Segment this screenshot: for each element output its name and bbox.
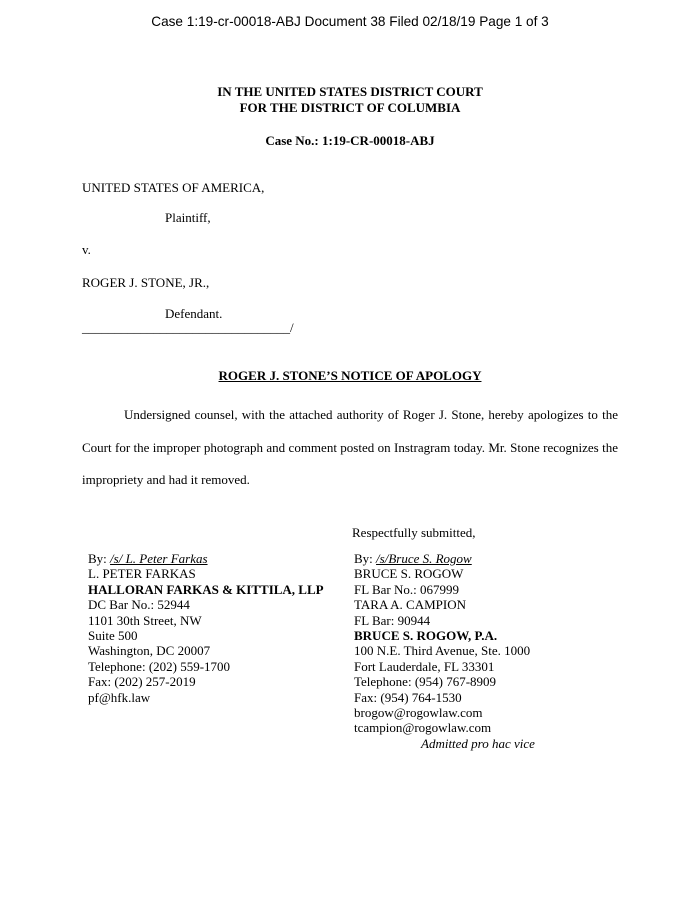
left-fax: Fax: (202) 257-2019 [88, 674, 196, 690]
left-by-line [88, 551, 324, 566]
court-name-line2: FOR THE DISTRICT OF COLUMBIA [239, 100, 461, 115]
right-address-street: 100 N.E. Third Avenue, Ste. 1000 [354, 643, 531, 659]
left-address-street: 1101 30th Street, NW [88, 612, 202, 628]
left-firm-name: HALLORAN FARKAS & KITTILA, LLP [88, 581, 324, 597]
left-telephone: Telephone: (202) 559-1700 [88, 658, 231, 674]
pro-hac-vice-note: Admitted pro hac vice [421, 735, 535, 751]
left-by-prefix: By: [88, 551, 111, 566]
defendant-role: Defendant. [165, 306, 223, 321]
right-fax: Fax: (954) 764-1530 [354, 689, 462, 705]
left-address-suite: Suite 500 [88, 628, 138, 644]
plaintiff-role: Plaintiff, [165, 210, 211, 225]
right-attorney-name: BRUCE S. ROGOW [354, 566, 464, 582]
body-text: Undersigned counsel, with the attached authority of Roger J. Stone, hereby apologizes to the Court for the improper photograph and comment posted on Instragram today. Mr. Stone recognizes the impropriety and had it removed. [82, 407, 618, 487]
case-number: Case No.: 1:19-CR-00018-ABJ [265, 133, 435, 148]
left-electronic-signature: /s/ L. Peter Farkas [110, 551, 208, 566]
right-address-city: Fort Lauderdale, FL 33301 [354, 658, 495, 674]
right-email-1: brogow@rogowlaw.com [354, 705, 483, 721]
versus: v. [82, 242, 91, 257]
right-second-attorney: TARA A. CAMPION [354, 597, 467, 613]
document-title: ROGER J. STONE’S NOTICE OF APOLOGY [218, 368, 482, 383]
closing: Respectfully submitted, [352, 525, 476, 540]
ecf-header-stamp: Case 1:19-cr-00018-ABJ Document 38 Filed 02/18/19 Page 1 of 3 [151, 14, 549, 29]
caption-rule: ________________________________/ [82, 320, 294, 335]
plaintiff-name: UNITED STATES OF AMERICA, [82, 180, 265, 195]
right-firm-name: BRUCE S. ROGOW, P.A. [354, 628, 498, 644]
right-signature-block [354, 551, 535, 751]
right-email-2: tcampion@rogowlaw.com [354, 720, 492, 736]
left-email: pf@hfk.law [88, 689, 151, 705]
left-bar-number: DC Bar No.: 52944 [88, 597, 190, 613]
defendant-name: ROGER J. STONE, JR., [82, 275, 210, 290]
court-name-line1: IN THE UNITED STATES DISTRICT COURT [217, 84, 483, 99]
right-by-prefix: By: [354, 551, 377, 566]
right-bar-number: FL Bar No.: 067999 [354, 581, 459, 597]
left-address-city: Washington, DC 20007 [88, 643, 211, 659]
body-paragraph [82, 399, 618, 497]
right-electronic-signature: /s/Bruce S. Rogow [376, 551, 472, 566]
right-telephone: Telephone: (954) 767-8909 [354, 674, 497, 690]
left-signature-block [88, 551, 324, 705]
right-by-line [354, 551, 535, 566]
left-attorney-name: L. PETER FARKAS [88, 566, 196, 582]
right-second-bar-number: FL Bar: 90944 [354, 612, 431, 628]
